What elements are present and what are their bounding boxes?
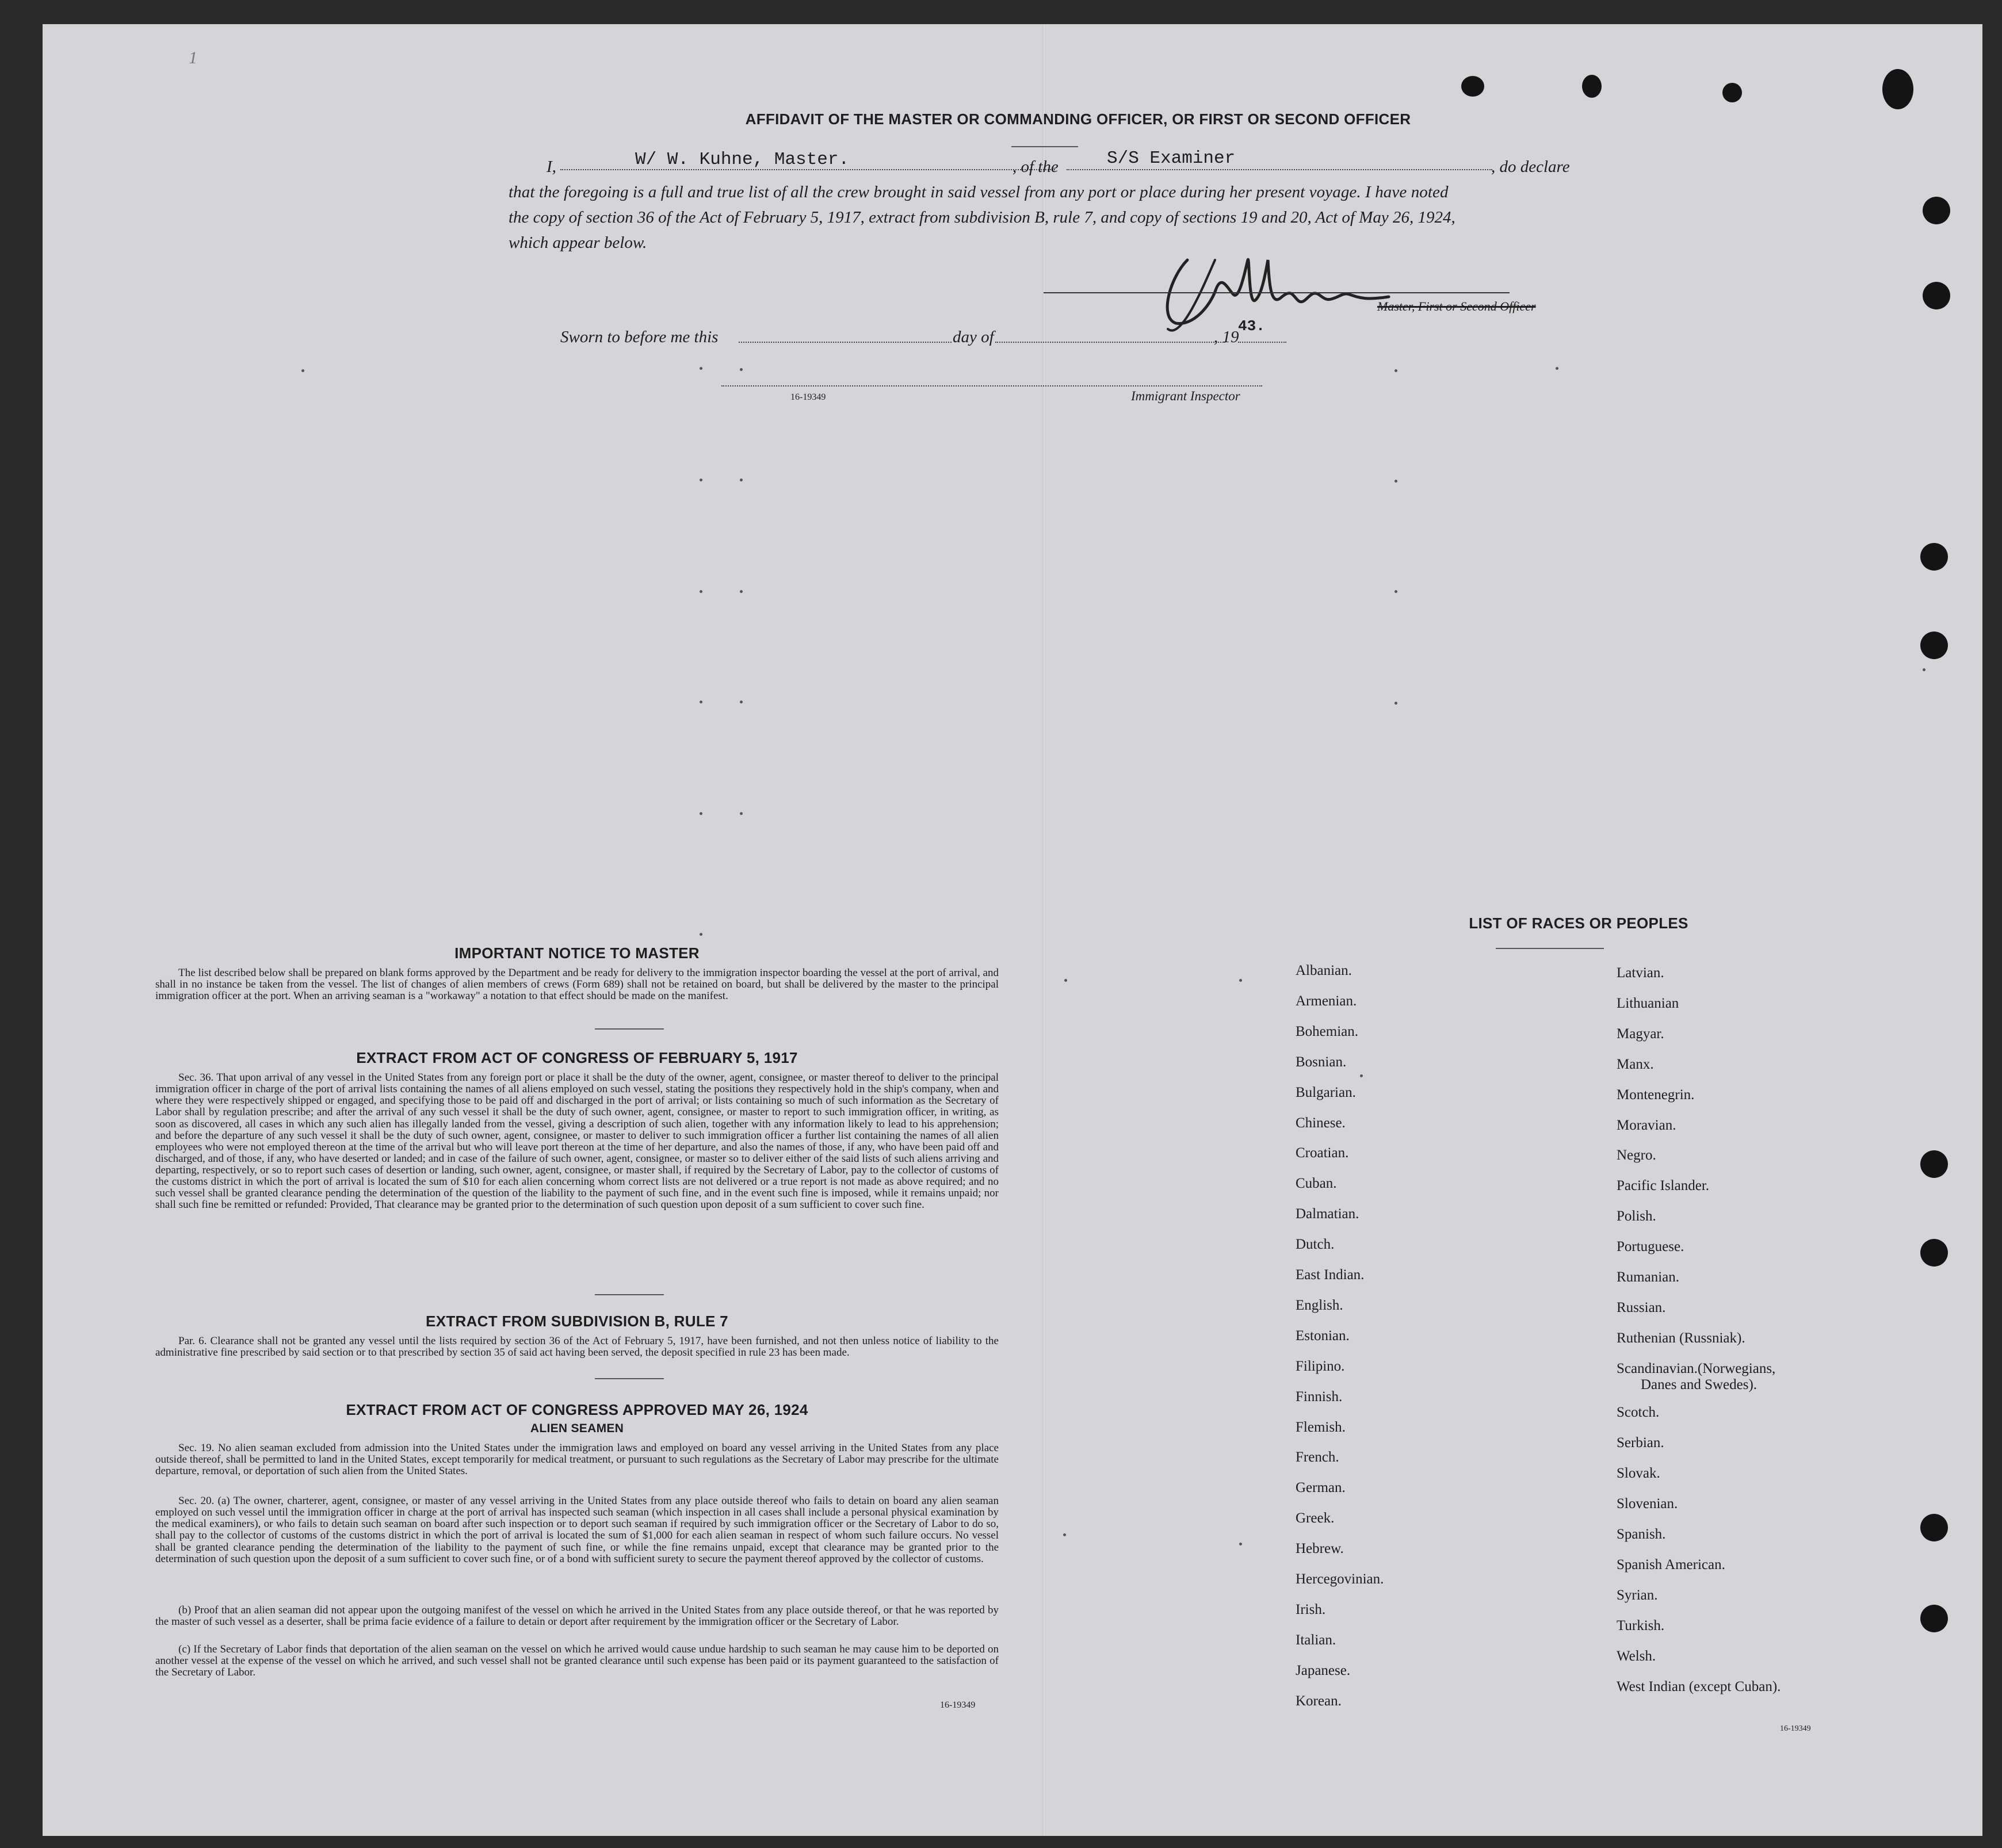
race-item: Russian. bbox=[1617, 1299, 1666, 1315]
race-item: Scandinavian.(Norwegians, bbox=[1617, 1360, 1776, 1376]
inspector-caption: Immigrant Inspector bbox=[1131, 389, 1240, 403]
punch-hole bbox=[1461, 76, 1484, 97]
affidavit-body-line-2: the copy of section 36 of the Act of February 5, 1917, extract from subdivision B, rule 7, and copy of sections 19 and 20, Act of May 26, 1924, bbox=[509, 208, 1455, 227]
alien-seamen-subtitle: ALIEN SEAMEN bbox=[530, 1422, 624, 1435]
punch-hole bbox=[1923, 282, 1950, 309]
year-prefix: , 19 bbox=[1214, 328, 1239, 346]
race-item: Croatian. bbox=[1296, 1145, 1349, 1161]
race-item: Latvian. bbox=[1617, 965, 1664, 981]
sec20b-text: (b) Proof that an alien seaman did not appear upon the outgoing manifest of the vessel on which he arrived in the United States from any place outside thereof, or that he was reported by the master of such vessel as a deserter, shall be prima facie evidence of a failure to detain or deport after requirement by the immigration officer or the Secretary of Labor. bbox=[155, 1604, 999, 1628]
divider bbox=[595, 1294, 664, 1295]
race-item: Flemish. bbox=[1296, 1419, 1346, 1435]
race-item: Moravian. bbox=[1617, 1117, 1676, 1133]
race-item: West Indian (except Cuban). bbox=[1617, 1678, 1781, 1694]
race-item: Estonian. bbox=[1296, 1327, 1350, 1344]
title-rule bbox=[1011, 146, 1078, 147]
race-item: Magyar. bbox=[1617, 1026, 1664, 1042]
extract-1924-title: EXTRACT FROM ACT OF CONGRESS APPROVED MAY 26, 1924 bbox=[346, 1401, 808, 1418]
race-item: Danes and Swedes). bbox=[1641, 1376, 1758, 1392]
race-item: Japanese. bbox=[1296, 1662, 1351, 1678]
race-item: Montenegrin. bbox=[1617, 1086, 1695, 1103]
form-number-left: 16-19349 bbox=[940, 1700, 976, 1710]
do-declare-label: , do declare bbox=[1491, 158, 1570, 176]
race-item: Finnish. bbox=[1296, 1388, 1343, 1405]
race-item: Slovak. bbox=[1617, 1466, 1660, 1482]
race-item: Greek. bbox=[1296, 1510, 1335, 1526]
race-item: Italian. bbox=[1296, 1632, 1336, 1648]
sec19-text: Sec. 19. No alien seaman excluded from admission into the United States under the immigration laws and employed on board any vessel arriving in the United States from any place outside thereof, shall be permitted to land in the United States, except temporarily for medical treatment, or pursuant to such regulations as the Secretary of Labor may prescribe for the ultimate departure, removal, or deportation of such alien from the United States. bbox=[155, 1442, 999, 1478]
race-item: Spanish American. bbox=[1617, 1556, 1725, 1572]
races-title: LIST OF RACES OR PEOPLES bbox=[1469, 915, 1688, 932]
race-item: Portuguese. bbox=[1617, 1239, 1684, 1255]
page-fold bbox=[1042, 24, 1046, 1836]
punch-hole bbox=[1582, 75, 1602, 98]
punch-hole bbox=[1920, 1605, 1948, 1632]
signature-caption: Master, First or Second Officer bbox=[1377, 299, 1536, 313]
form-number-right: 16-19349 bbox=[1780, 1724, 1811, 1733]
corner-mark: 1 bbox=[189, 48, 197, 67]
of-the-label: , of the bbox=[1013, 158, 1059, 176]
punch-hole bbox=[1722, 83, 1742, 102]
month-underline bbox=[995, 322, 1225, 343]
sec20c-text: (c) If the Secretary of Labor finds that deportation of the alien seaman on the vessel on which he arrived would cause undue hardship to such seaman he may cause him to be deported on another vessel at the expense of the vessel on which he arrived, and such vessel shall not be granted clearance until such expense has been paid or its payment guaranteed to the satisfaction of the Secretary of Labor. bbox=[155, 1643, 999, 1679]
race-item: Albanian. bbox=[1296, 963, 1352, 978]
punch-hole bbox=[1920, 1239, 1948, 1267]
race-item: Welsh. bbox=[1617, 1648, 1656, 1664]
extract-1917-text: Sec. 36. That upon arrival of any vessel in the United States from any foreign port or place it shall be the duty of the owner, agent, consignee, or master thereof to deliver to the principal immigration officer in charge of the port of arrival lists containing the names of all aliens employed on such vessel, stating the positions they respectively hold in the ship's company, when and where they were respectively shipped or engaged, and specifying those to be paid off and discharged in the port of arrival; or lists containing so much of such information as the Secretary of Labor shall by regulation prescribe; and after the arrival of any such vessel it shall be the duty of such owner, agent, consignee, or master to report to such immigration officer, in writing, as soon as discovered, all cases in which any such alien has illegally landed from the vessel, giving a description of such alien, together with any information likely to lead to his apprehension; and before the departure of any such vessel it shall be the duty of such owner, agent, consignee, or master to deliver to such immigration officer a further list containing the names of all alien employees who were not employed thereon at the time of the arrival but who will leave port thereon at the time of her departure, and also the names of those, if any, who have been paid off and discharged, and of those, if any, who have deserted or landed; and in case of the failure of such owner, agent, consignee, or master so to deliver either of the said lists of such aliens arriving and departing, respectively, or so to report such cases of desertion or landing, such owner, agent, consignee, or master shall, if required by the Secretary of Labor, pay to the collector of customs of the customs district in which the port of arrival is located the sum of $10 for each alien concerning whom correct lists are not delivered or a true report is not made as above required; and no such vessel shall be granted clearance pending the determination of the question of the liability to the payment of such fine, and in the event such fine is imposed, while it remains unpaid; nor shall such fine be remitted or refunded: Provided, That clearance may be granted prior to the determination of such question upon deposit of a sum sufficient to cover such fine. bbox=[155, 1072, 999, 1211]
race-item: Bosnian. bbox=[1296, 1054, 1347, 1070]
sworn-label: Sworn to before me this bbox=[560, 328, 719, 346]
sworn-day-underline bbox=[739, 322, 952, 343]
punch-hole bbox=[1882, 69, 1913, 109]
sec20a-text: Sec. 20. (a) The owner, charterer, agent, consignee, or master of any vessel arriving in the United States from any place outside thereof who fails to detain on board any alien seaman employed on such vessel until the immigration officer in charge at the port of arrival has inspected such seaman (which inspection in all cases shall include a personal physical examination by the medical examiners), or who fails to detain such seaman on board after such inspection or to deport such seaman if required by such immigration officer or the Secretary of Labor to do so, shall pay to the collector of customs of the customs district in which the port of arrival is located the sum of $1,000 for each alien seaman in respect of whom such failure occurs. No vessel shall be granted clearance pending the determination of the liability to the payment of such fine, or while the fine remains unpaid, except that clearance may be granted prior to the determination of such question upon the deposit of a sum sufficient to cover such fine, or of a bond with sufficient surety to secure the payment thereof approved by the collector of customs. bbox=[155, 1495, 999, 1565]
extract-rule7-title: EXTRACT FROM SUBDIVISION B, RULE 7 bbox=[426, 1313, 728, 1330]
race-item: Syrian. bbox=[1617, 1587, 1658, 1603]
race-item: Slovenian. bbox=[1617, 1496, 1678, 1512]
i-label: I, bbox=[547, 158, 556, 176]
divider bbox=[595, 1028, 664, 1030]
extract-rule7-text: Par. 6. Clearance shall not be granted any vessel until the lists required by section 36 of the Act of February 5, 1917, have been furnished, and not then unless notice of liability to the administrative fine prescribed by said section or to that prescribed by section 35 of said act having been served, the deposit specified in rule 23 has been made. bbox=[155, 1335, 999, 1359]
race-item: Bulgarian. bbox=[1296, 1084, 1356, 1100]
divider bbox=[1496, 948, 1604, 949]
race-item: Ruthenian (Russniak). bbox=[1617, 1330, 1745, 1346]
affidavit-body-line-1: that the foregoing is a full and true list of all the crew brought in said vessel from any port or place during her present voyage. I have noted bbox=[509, 183, 1449, 201]
punch-hole bbox=[1920, 1514, 1948, 1541]
signature-line bbox=[1044, 292, 1510, 293]
race-item: Spanish. bbox=[1617, 1526, 1666, 1542]
master-name-value: W/ W. Kuhne, Master. bbox=[635, 150, 850, 170]
race-item: Korean. bbox=[1296, 1693, 1342, 1709]
race-item: Hercegovinian. bbox=[1296, 1571, 1384, 1587]
year-underline bbox=[1238, 322, 1286, 343]
race-item: Negro. bbox=[1617, 1147, 1656, 1164]
race-item: Polish. bbox=[1617, 1208, 1656, 1225]
affidavit-body-line-3: which appear below. bbox=[509, 234, 647, 252]
race-item: Bohemian. bbox=[1296, 1023, 1359, 1039]
inspector-line bbox=[721, 384, 1262, 387]
race-item: Scotch. bbox=[1617, 1405, 1660, 1421]
notice-title: IMPORTANT NOTICE TO MASTER bbox=[454, 944, 700, 962]
race-item: German. bbox=[1296, 1480, 1346, 1496]
race-item: Dalmatian. bbox=[1296, 1206, 1359, 1222]
race-item: English. bbox=[1296, 1297, 1343, 1313]
extract-1917-title: EXTRACT FROM ACT OF CONGRESS OF FEBRUARY 5, 1917 bbox=[356, 1049, 798, 1066]
punch-hole bbox=[1920, 543, 1948, 571]
race-item: Pacific Islander. bbox=[1617, 1178, 1710, 1194]
punch-hole bbox=[1920, 632, 1948, 659]
race-item: French. bbox=[1296, 1449, 1339, 1466]
race-item: Dutch. bbox=[1296, 1237, 1335, 1253]
notice-text: The list described below shall be prepared on blank forms approved by the Department and be ready for delivery to the immigration inspector boarding the vessel at the port of arrival, and shall in no instance be taken from the vessel. The list of changes of alien members of crews (Form 689) shall not be retained on board, but shall be delivered by the master to the principal immigration officer at the port. When an arriving seaman is a "workaway" a notation to that effect should be made on the manifest. bbox=[155, 967, 999, 1003]
year-value: 43. bbox=[1238, 317, 1265, 335]
punch-hole bbox=[1920, 1150, 1948, 1178]
form-number-top: 16-19349 bbox=[790, 392, 826, 402]
race-item: Filipino. bbox=[1296, 1358, 1345, 1374]
vessel-value: S/S Examiner bbox=[1107, 148, 1236, 169]
race-item: Irish. bbox=[1296, 1601, 1326, 1617]
race-item: East Indian. bbox=[1296, 1267, 1365, 1283]
punch-hole bbox=[1923, 197, 1950, 224]
race-item: Lithuanian bbox=[1617, 995, 1679, 1011]
race-item: Serbian. bbox=[1617, 1435, 1664, 1451]
race-item: Rumanian. bbox=[1617, 1269, 1680, 1285]
divider bbox=[595, 1378, 664, 1379]
race-item: Turkish. bbox=[1617, 1617, 1665, 1633]
race-item: Cuban. bbox=[1296, 1176, 1337, 1192]
document-page: 1 AFFIDAVIT OF THE MASTER OR COMMANDING OFFICER, OR FIRST OR SECOND OFFICER I, W/ W. Kuhne, Master. , of the S/S Examiner , do declare that the foregoing is a full and true list of all the crew brought in said vessel from any port or place during her present voyage. I have noted the copy of section 36 of the Act of February 5, 1917, extract from subdivision B, rule 7, and copy of sections 19 and 20, Act of May 26, 1924, which appear below. Master, First or Second Officer Sworn to before me this day of , 19 43. 16-19349 Immigrant Inspector IMPORTANT NOTICE TO MASTER The list described below shall be prepared on blank forms approved by the Department and be ready for delivery to the immigration inspector boarding the vessel at the port of arrival, and shall in no instance be taken from the vessel. The list of changes of alien members of crews (Form 689) shall not be retained on board, but shall be delivered by the master to the principal immigration officer at the port. When an arriving seaman is a "workaway" a notation to that effect should be made on the manifest. EXTRACT FROM ACT OF CONGRESS OF FEBRUARY 5, 1917 Sec. 36. That upon arrival of any vessel in the United States from any foreign port or place it shall be the duty of the owner, agent, consignee, or master thereof to deliver to the principal immigration officer in charge of the port of arrival lists containing the names of all aliens employed on such vessel, stating the positions they respectively hold in the ship's company, when and where they were respectively shipped or engaged, and specifying those to be paid off and discharged in the port of arrival; or lists containing so much of such information as the Secretary of Labor shall by regulation prescribe; and after the arrival of any such vessel it shall be the duty of such owner, agent, consignee, or master to report to such immigration officer, in writing, as soon as discovered, all cases in which any such alien has illegally landed from the vessel, giving a description of such alien, together with any information likely to lead to his apprehension; and before the departure of any such vessel it shall be the duty of such owner, agent, consignee, or master to deliver to such immigration officer a further list containing the names of all alien employees who were not employed thereon at the time of the arrival but who will leave port thereon at the time of her departure, and also the names of those, if any, who have been paid off and discharged, and of those, if any, who have deserted or landed; and in case of the failure of such owner, agent, consignee, or master so to deliver either of the said lists of such aliens arriving and departing, respectively, or so to report such cases of desertion or landing, such owner, agent, consignee, or master shall, if required by the Secretary of Labor, pay to the collector of customs of the customs district in which the port of arrival is located the sum of $10 for each alien concerning whom correct lists are not delivered or a true report is not made as above required; and no such vessel shall be granted clearance pending the determination of the question of the liability to the payment of such fine, and in the event such fine is imposed, while it remains unpaid; nor shall such fine be remitted or refunded: Provided, That clearance may be granted prior to the determination of such question upon deposit of a sum sufficient to cover such fine. EXTRACT FROM SUBDIVISION B, RULE 7 Par. 6. Clearance shall not be granted any vessel until the lists required by section 36 of the Act of February 5, 1917, have been furnished, and not then unless notice of liability to the administrative fine prescribed by said section or to that prescribed by section 35 of said act having been served, the deposit specified in rule 23 has been made. EXTRACT FROM ACT OF CONGRESS APPROVED MAY 26, 1924 ALIEN SEAMEN Sec. 19. No alien seaman excluded from admission into the United States under the immigration laws and employed on board any vessel arriving in the United States from any place outside thereof, shall be permitted to land in the United States, except temporarily for medical treatment, or pursuant to such regulations as the Secretary of Labor may prescribe for the ultimate departure, removal, or deportation of such alien from the United States. Sec. 20. (a) The owner, charterer, agent, consignee, or master of any vessel arriving in the United States from any place outside thereof who fails to detain on board any alien seaman employed on such vessel until the immigration officer in charge at the port of arrival has inspected such seaman (which inspection in all cases shall include a personal physical examination by the medical examiners), or who fails to detain such seaman on board after such inspection or to deport such seaman if required by such immigration officer or the Secretary of Labor to do so, shall pay to the collector of customs of the customs district in which the port of arrival is located the sum of $1,000 for each alien seaman in respect of whom such failure occurs. No vessel shall be granted clearance pending the determination of the liability to the payment of such fine, or while the fine remains unpaid, except that clearance may be granted prior to the determination of such question upon the deposit of a sum sufficient to cover such fine, or of a bond with sufficient surety to secure the payment thereof approved by the collector of customs. (b) Proof that an alien seaman did not appear upon the outgoing manifest of the vessel on which he arrived in the United States from any place outside thereof, or that he was reported by the master of such vessel as a deserter, shall be prima facie evidence of a failure to detain or deport after requirement by the immigration officer or the Secretary of Labor. (c) If the Secretary of Labor finds that deportation of the alien seaman on the vessel on which he arrived would cause undue hardship to such seaman he may cause him to be deported on another vessel at the expense of the vessel on which he arrived, and such vessel shall not be granted clearance until such expense has been paid or its payment guaranteed to the satisfaction of the Secretary of Labor. 16-19349 LIST OF RACES OR PEOPLES 16-19349 Albanian. Armenian. Bohemian. Bosnian. Bulgarian. Chinese. Croatian. Cuban. Dalmatian. Dutch. East Indian. English. Estonian. Filipino. Finnish. Flemish. French. German. Greek. Hebrew. Hercegovinian. Irish. Italian. Japanese. Korean. Latvian. Lithuanian Magyar. Manx. Montenegrin. Moravian. Negro. Pacific Islander. Polish. Portuguese. Rumanian. Russian. Ruthenian (Russniak). Scandinavian.(Norwegians, Danes and Swedes). Scotch. Serbian. Slovak. Slovenian. Spanish. Spanish American. Syrian. Turkish. Welsh. West Indian (except Cuban). bbox=[43, 24, 1982, 1836]
race-item: Armenian. bbox=[1296, 993, 1357, 1009]
race-item: Hebrew. bbox=[1296, 1541, 1344, 1557]
race-item: Manx. bbox=[1617, 1056, 1654, 1072]
day-of-label: day of bbox=[953, 328, 994, 346]
race-item: Chinese. bbox=[1296, 1115, 1346, 1131]
